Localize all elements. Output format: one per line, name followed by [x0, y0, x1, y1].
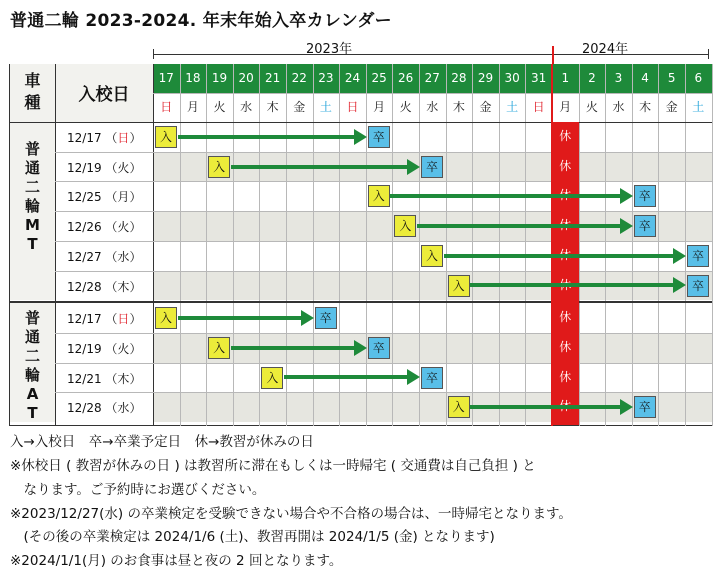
paren: ）	[129, 220, 142, 235]
entry-date-text: 12/21	[67, 371, 106, 386]
group-label-char: 普	[24, 309, 40, 328]
graduation-badge: 卒	[634, 396, 656, 418]
group-label-char: T	[27, 235, 38, 253]
weekday-cell: 火	[392, 93, 419, 122]
entry-date-text: 12/28	[67, 401, 106, 416]
grid-line-h	[55, 392, 712, 393]
enter-badge: 入	[155, 307, 177, 329]
day-number-cell: 24	[339, 64, 366, 93]
entry-weekday: 水	[117, 401, 130, 416]
weekday-cell: 水	[233, 93, 260, 122]
group-label-char: 二	[24, 347, 40, 366]
entry-date	[67, 310, 141, 327]
enter-badge: 入	[421, 245, 443, 267]
note-line: (その後の卒業検定は 2024/1/6 (土)、教習再開は 2024/1/5 (金) となります)	[10, 529, 495, 545]
enter-badge: 入	[448, 396, 470, 418]
grid-line-h	[55, 152, 712, 153]
note-line: ※2023/12/27(水) の卒業検定を受験できない場合や不合格の場合は、一時帰宅となります。	[10, 506, 572, 522]
graduation-badge: 卒	[687, 245, 709, 267]
entry-date	[67, 159, 141, 176]
entry-date	[67, 399, 141, 416]
paren: （	[105, 190, 118, 205]
stay-arrow	[231, 165, 409, 169]
entry-date-text: 12/17	[67, 131, 106, 145]
stay-arrowhead	[407, 369, 420, 385]
day-number-cell: 30	[499, 64, 526, 93]
day-number-cell: 1	[552, 64, 579, 93]
off-day-label: 休	[559, 339, 572, 354]
graduation-badge: 卒	[687, 275, 709, 297]
grid-line-v	[499, 64, 500, 426]
entry-date-text: 12/19	[67, 160, 106, 175]
grid-line-v	[153, 64, 154, 426]
grid-line-v	[366, 64, 367, 426]
group-label-char: 通	[24, 328, 40, 347]
stay-arrowhead	[673, 277, 686, 293]
stay-arrowhead	[620, 188, 633, 204]
group-divider	[10, 301, 712, 303]
stay-arrow	[178, 135, 356, 139]
group-label-char: M	[25, 216, 40, 234]
vehicle-type-header	[10, 70, 55, 118]
stay-arrowhead	[620, 399, 633, 415]
paren: ）	[129, 131, 142, 145]
day-number-cell: 4	[632, 64, 659, 93]
stay-arrow	[178, 316, 303, 320]
entry-date-text: 12/27	[67, 249, 106, 264]
enter-badge: 入	[394, 215, 416, 237]
grid-line-h	[55, 211, 712, 212]
stay-arrowhead	[620, 218, 633, 234]
day-number-cell: 17	[153, 64, 180, 93]
grid-line-v	[55, 64, 56, 426]
entry-date	[67, 340, 141, 357]
paren: （	[105, 341, 118, 356]
note-line: なります。ご予約時にお選びください。	[10, 482, 266, 498]
day-number-cell: 2	[579, 64, 606, 93]
paren: （	[105, 160, 118, 175]
entry-date	[67, 370, 141, 387]
grid-line-v	[579, 64, 580, 426]
grid-line-v	[605, 64, 606, 426]
weekday-cell: 土	[313, 93, 340, 122]
group-label-char: T	[27, 404, 38, 423]
entry-date-text: 12/19	[67, 341, 106, 356]
entry-weekday: 日	[117, 312, 130, 327]
paren: （	[105, 312, 118, 327]
day-number-cell: 6	[685, 64, 712, 93]
day-number-cell: 25	[366, 64, 393, 93]
paren: ）	[129, 190, 142, 205]
year-2023-label: 2023年	[306, 42, 353, 57]
grid-line-v	[180, 64, 181, 426]
weekday-cell: 金	[286, 93, 313, 122]
day-number-cell: 5	[658, 64, 685, 93]
paren: （	[105, 401, 118, 416]
note-line: 入→入校日 卒→卒業予定日 休→教習が休みの日	[10, 434, 314, 450]
entry-date-text: 12/25	[67, 190, 106, 205]
weekday-cell: 日	[525, 93, 552, 122]
paren: ）	[129, 279, 142, 294]
grid-line-v	[286, 64, 287, 426]
graduation-badge: 卒	[368, 337, 390, 359]
group-label-char: 通	[24, 159, 40, 177]
enter-badge: 入	[261, 367, 283, 389]
entry-weekday: 日	[117, 131, 130, 145]
grid-line-v	[472, 64, 473, 426]
weekday-cell: 木	[259, 93, 286, 122]
grid-line-v	[259, 64, 260, 426]
paren: ）	[129, 249, 142, 264]
weekday-cell: 木	[632, 93, 659, 122]
weekday-cell: 水	[605, 93, 632, 122]
weekday-cell: 月	[552, 93, 579, 122]
page-title: 普通二輪 2023-2024. 年末年始入卒カレンダー	[10, 11, 392, 31]
year-timeline	[153, 54, 709, 55]
entry-date	[67, 278, 141, 295]
paren: （	[105, 131, 118, 145]
entry-date	[67, 129, 141, 146]
entry-date	[67, 188, 141, 205]
entry-weekday: 火	[117, 341, 130, 356]
day-number-cell: 28	[446, 64, 473, 93]
entry-weekday: 水	[117, 249, 130, 264]
day-number-cell: 18	[180, 64, 207, 93]
stay-arrow	[470, 405, 622, 409]
grid-line-v	[632, 64, 633, 426]
grid-line-v	[313, 64, 314, 426]
year-2024-label: 2024年	[582, 42, 629, 57]
paren: （	[105, 371, 118, 386]
grid-line-v	[685, 64, 686, 426]
enter-badge: 入	[208, 156, 230, 178]
stay-arrowhead	[354, 340, 367, 356]
off-day-label: 休	[559, 369, 572, 384]
group-label-char: A	[26, 385, 39, 404]
grid-line-v	[712, 64, 713, 426]
day-number-cell: 21	[259, 64, 286, 93]
weekday-cell: 金	[472, 93, 499, 122]
weekday-cell: 月	[180, 93, 207, 122]
grid-line-h	[153, 93, 712, 94]
weekday-cell: 火	[579, 93, 606, 122]
year-divider-marker	[552, 46, 554, 64]
stay-arrow	[417, 224, 622, 228]
day-number-cell: 22	[286, 64, 313, 93]
graduation-badge: 卒	[634, 215, 656, 237]
group-label-char: 輪	[24, 366, 40, 385]
entry-weekday: 月	[117, 190, 130, 205]
weekday-cell: 土	[685, 93, 712, 122]
weekday-cell: 月	[366, 93, 393, 122]
entry-date-header: 入校日	[78, 85, 130, 105]
day-number-cell: 23	[313, 64, 340, 93]
weekday-cell: 金	[658, 93, 685, 122]
vehicle-header-char: 種	[24, 93, 41, 112]
mt-group-label	[10, 140, 55, 318]
day-number-cell: 29	[472, 64, 499, 93]
grid-line-h	[55, 271, 712, 272]
graduation-badge: 卒	[368, 126, 390, 148]
graduation-badge: 卒	[315, 307, 337, 329]
enter-badge: 入	[208, 337, 230, 359]
grid-line-h	[55, 181, 712, 182]
note-line: ※2024/1/1(月) のお食事は昼と夜の 2 回となります。	[10, 553, 343, 569]
entry-weekday: 火	[117, 220, 130, 235]
stay-arrowhead	[407, 159, 420, 175]
entry-date	[67, 248, 141, 265]
grid-line-v	[525, 64, 526, 426]
grid-line-h	[55, 241, 712, 242]
stay-arrowhead	[354, 129, 367, 145]
day-number-cell: 3	[605, 64, 632, 93]
stay-arrow	[470, 283, 675, 287]
entry-weekday: 火	[117, 160, 130, 175]
grid-line-v	[233, 64, 234, 426]
grid-line-v	[206, 64, 207, 426]
enter-badge: 入	[155, 126, 177, 148]
group-label-char: 普	[24, 140, 40, 158]
at-group-label	[10, 309, 55, 428]
stay-arrow	[444, 254, 675, 258]
vehicle-header-char: 車	[24, 71, 41, 90]
paren: （	[105, 249, 118, 264]
off-day-label: 休	[559, 310, 572, 325]
paren: （	[105, 279, 118, 294]
weekday-cell: 日	[339, 93, 366, 122]
grid-line-v	[339, 64, 340, 426]
stay-arrow	[390, 194, 621, 198]
weekday-cell: 日	[153, 93, 180, 122]
entry-weekday: 木	[117, 279, 130, 294]
enter-badge: 入	[368, 185, 390, 207]
off-day-label: 休	[559, 158, 572, 173]
day-number-cell: 31	[525, 64, 552, 93]
day-number-cell: 19	[206, 64, 233, 93]
group-label-char: 二	[24, 178, 40, 196]
graduation-badge: 卒	[421, 367, 443, 389]
day-number-cell: 27	[419, 64, 446, 93]
paren: ）	[129, 312, 142, 327]
graduation-badge: 卒	[634, 185, 656, 207]
group-label-char: 輪	[24, 197, 40, 215]
entry-date	[67, 218, 141, 235]
stay-arrow	[284, 375, 409, 379]
graduation-badge: 卒	[421, 156, 443, 178]
enter-badge: 入	[448, 275, 470, 297]
weekday-cell: 木	[446, 93, 473, 122]
timeline-end-tick	[708, 49, 709, 59]
entry-weekday: 木	[117, 371, 130, 386]
off-day-label: 休	[559, 129, 572, 143]
grid-line-v	[446, 64, 447, 426]
stay-arrow	[231, 346, 356, 350]
entry-date-text: 12/28	[67, 279, 106, 294]
stay-arrowhead	[301, 310, 314, 326]
day-number-cell: 26	[392, 64, 419, 93]
grid-line-h	[55, 333, 712, 334]
weekday-cell: 火	[206, 93, 233, 122]
grid-line-h	[10, 122, 712, 123]
stay-arrowhead	[673, 248, 686, 264]
paren: ）	[129, 160, 142, 175]
weekday-cell: 土	[499, 93, 526, 122]
entry-date-text: 12/26	[67, 220, 106, 235]
grid-line-v	[392, 64, 393, 426]
grid-line-h	[55, 363, 712, 364]
timeline-start-tick	[153, 49, 154, 59]
entry-date-text: 12/17	[67, 312, 106, 327]
weekday-cell: 水	[419, 93, 446, 122]
paren: ）	[129, 341, 142, 356]
grid-line-v	[658, 64, 659, 426]
day-number-cell: 20	[233, 64, 260, 93]
paren: ）	[129, 371, 142, 386]
paren: （	[105, 220, 118, 235]
note-line: ※休校日 ( 教習が休みの日 ) は教習所に滞在もしくは一時帰宅 ( 交通費は自己負担 ) と	[10, 458, 536, 474]
paren: ）	[129, 401, 142, 416]
